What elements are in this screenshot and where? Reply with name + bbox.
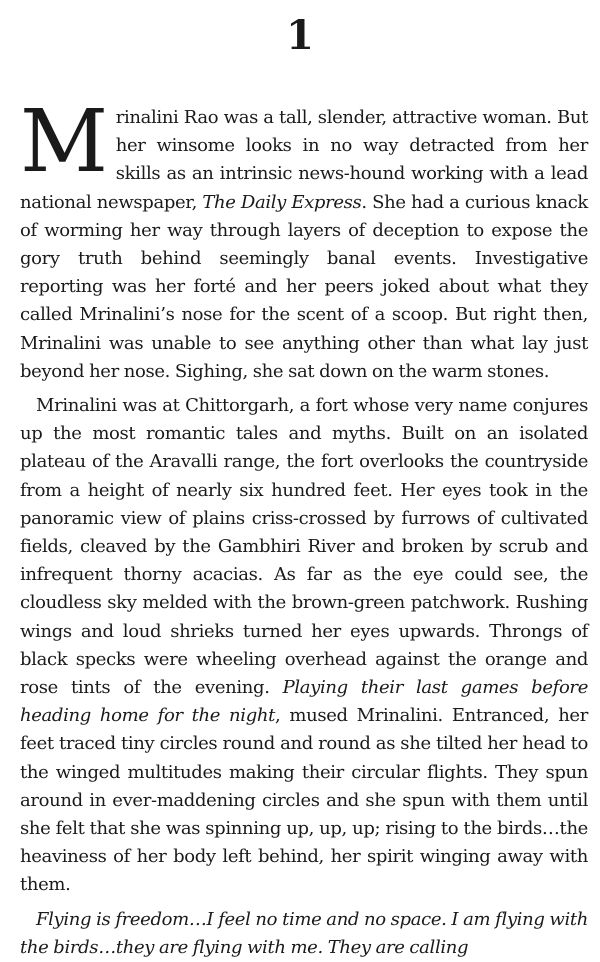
paragraph-2-italic-thought: Playing their last games before heading home for the night (20, 677, 588, 727)
paragraph-1-text-b: . She had a curious knack of worming her way through layers of deception to expose the gory truth behind seemingly banal events. Investigative reporting was her forté and her peers joked about what they called Mrinalini’s nose for the scent of a scoop. But right then, Mrinalini was unable to see anything other than what lay just beyond her nose. Sighing, she sat down on the warm stones. (20, 191, 588, 382)
paragraph-2-text-b: , mused Mrinalini. Entranced, her feet traced tiny circles round and round as she tilted her head to the winged multitudes making their circular flights. They spun around in ever-maddening circles and she spun with them until she felt that she was spinning up, up, up; rising to the birds…the heaviness of her body left behind, her spirit winging away with them. (20, 705, 588, 896)
paragraph-3-italic-thought: Flying is freedom…I feel no time and no space. I am flying with the birds…they are flying with me. They are calling (20, 908, 588, 958)
paragraph-1 (20, 92, 588, 386)
newspaper-title: The Daily Express (202, 191, 362, 213)
drop-cap: M (20, 92, 108, 192)
chapter-text (20, 92, 588, 962)
paragraph-1-text-a: rinalini Rao was a tall, slender, attractive woman. But her winsome looks in no way detracted from her skills as an intrinsic news-hound working with a lead national newspaper, (20, 107, 588, 213)
paragraph-3 (20, 906, 588, 962)
paragraph-2 (20, 392, 588, 900)
paragraph-2-text-a: Mrinalini was at Chittorgarh, a fort whose very name conjures up the most romantic tales and myths. Built on an isolated plateau of the Aravalli range, the fort overlooks the countryside from a height of nearly six hundred feet. Her eyes took in the panoramic view of plains criss-crossed by furrows of cultivated fields, cleaved by the Gambhiri River and broken by scrub and infrequent thorny acacias. As far as the eye could see, the cloudless sky melded with the brown-green patchwork. Rushing wings and loud shrieks turned her eyes upwards. Throngs of black specks were wheeling overhead against the orange and rose tints of the evening. (20, 395, 588, 699)
chapter-number: 1 (286, 12, 314, 59)
